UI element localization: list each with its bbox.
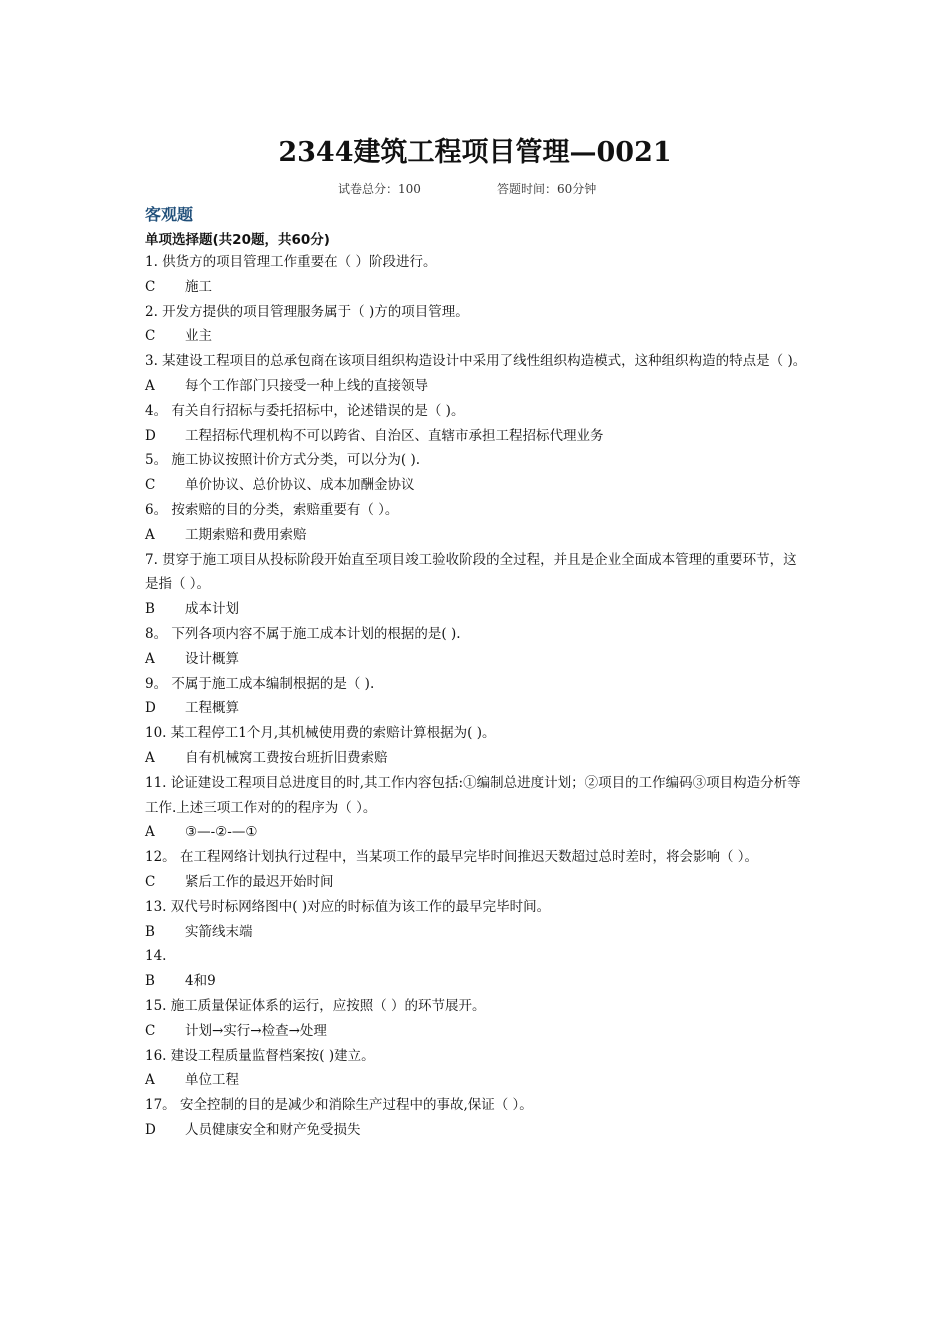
question-text: 13. 双代号时标网络图中( )对应的时标值为该工作的最早完毕时间。: [145, 898, 551, 915]
question-text: 3. 某建设工程项目的总承包商在该项目组织构造设计中采用了线性组织构造模式，这种组织构造的特点是（ )。: [145, 353, 807, 370]
answer-letter: A: [145, 1072, 155, 1089]
answer-line: [145, 275, 810, 300]
answer-text: 自有机械窝工费按台班折旧费索赔: [185, 749, 388, 766]
answer-letter: D: [145, 700, 156, 717]
answer-letter: C: [145, 278, 156, 295]
question-text: 5。 施工协议按照计价方式分类，可以分为( ).: [145, 452, 420, 469]
answer-line: [145, 1068, 810, 1093]
answer-text: 每个工作部门只接受一种上线的直接领导: [185, 377, 428, 394]
section-heading: 客观题: [145, 205, 194, 224]
answer-text: 工期索赔和费用索赔: [185, 526, 307, 543]
answer-letter: A: [145, 377, 155, 394]
question-text: 15. 施工质量保证体系的运行，应按照（ ）的环节展开。: [145, 997, 486, 1014]
answer-text: 施工: [185, 278, 212, 295]
answer-text: ③—-②-—①: [185, 824, 258, 841]
answer-text: 工程概算: [185, 700, 239, 717]
question-text: 2. 开发方提供的项目管理服务属于（ )方的项目管理。: [145, 303, 469, 320]
answer-letter: D: [145, 1121, 156, 1138]
answer-letter: B: [145, 973, 155, 990]
answer-letter: A: [145, 650, 155, 667]
answer-letter: C: [145, 328, 156, 345]
answer-line: [145, 746, 810, 771]
answer-letter: D: [145, 427, 156, 444]
answer-text: 4和9: [185, 973, 216, 990]
answer-text: 单位工程: [185, 1072, 239, 1089]
question-text: 4。 有关自行招标与委托招标中，论述错误的是（ )。: [145, 402, 465, 419]
question-text: 12。 在工程网络计划执行过程中，当某项工作的最早完毕时间推迟天数超过总时差时，将会影响（ ）。: [145, 849, 759, 866]
question-text: 9。 不属于施工成本编制根据的是（ ).: [145, 675, 375, 692]
answer-time: 答题时间：60分钟: [497, 182, 597, 196]
answer-letter: A: [145, 749, 155, 766]
answer-line: [145, 424, 810, 449]
page-title: 2344建筑工程项目管理—0021: [278, 137, 672, 168]
answer-line: [145, 696, 810, 721]
answer-letter: A: [145, 824, 155, 841]
question-text: 6。 按索赔的目的分类，索赔重要有（ ）。: [145, 501, 399, 518]
answer-text: 工程招标代理机构不可以跨省、自治区、直辖市承担工程招标代理业务: [185, 427, 604, 444]
answer-text: 人员健康安全和财产免受损失: [185, 1121, 361, 1138]
answer-letter: C: [145, 873, 156, 890]
question-text: 11. 论证建设工程项目总进度目的时,其工作内容包括:①编制总进度计划；②项目的工作编码③项目构造分析等工作.上述三项工作对的的程序为（ ）。: [145, 774, 801, 816]
question-text: 17。 安全控制的目的是减少和消除生产过程中的事故,保证（ ）。: [145, 1097, 533, 1114]
answer-letter: A: [145, 526, 155, 543]
answer-line: [145, 473, 810, 498]
answer-text: 计划→实行→检查→处理: [185, 1022, 327, 1039]
answer-letter: C: [145, 477, 156, 494]
answer-text: 紧后工作的最迟开始时间: [185, 873, 334, 890]
answer-line: [145, 324, 810, 349]
question-text: 8。 下列各项内容不属于施工成本计划的根据的是( ).: [145, 625, 461, 642]
answer-letter: B: [145, 601, 155, 618]
answer-text: 单价协议、总价协议、成本加酬金协议: [185, 477, 415, 494]
question-list: [145, 250, 810, 1143]
total-score: 试卷总分：100: [338, 182, 421, 196]
question-text: 1. 供货方的项目管理工作重要在（ ）阶段进行。: [145, 254, 437, 270]
answer-text: 业主: [185, 328, 212, 345]
answer-line: [145, 1118, 810, 1143]
answer-line: [145, 523, 810, 548]
answer-text: 实箭线末端: [185, 923, 253, 940]
answer-line: [145, 969, 810, 994]
answer-text: 成本计划: [185, 601, 239, 618]
answer-line: [145, 597, 810, 622]
subsection-heading: 单项选择题(共20题，共60分): [145, 232, 330, 248]
answer-text: 设计概算: [185, 650, 239, 667]
answer-line: [145, 374, 810, 399]
question-text: 14.: [145, 948, 167, 965]
answer-line: [145, 820, 810, 845]
answer-line: [145, 870, 810, 895]
question-text: 7. 贯穿于施工项目从投标阶段开始直至项目竣工验收阶段的全过程，并且是企业全面成本管理的重要环节，这是指（ ）。: [145, 551, 797, 593]
answer-line: [145, 1019, 810, 1044]
answer-line: [145, 920, 810, 945]
question-text: 10. 某工程停工1个月,其机械使用费的索赔计算根据为( )。: [145, 725, 496, 742]
answer-letter: C: [145, 1022, 156, 1039]
answer-letter: B: [145, 923, 155, 940]
answer-line: [145, 647, 810, 672]
question-text: 16. 建设工程质量监督档案按( )建立。: [145, 1047, 375, 1064]
